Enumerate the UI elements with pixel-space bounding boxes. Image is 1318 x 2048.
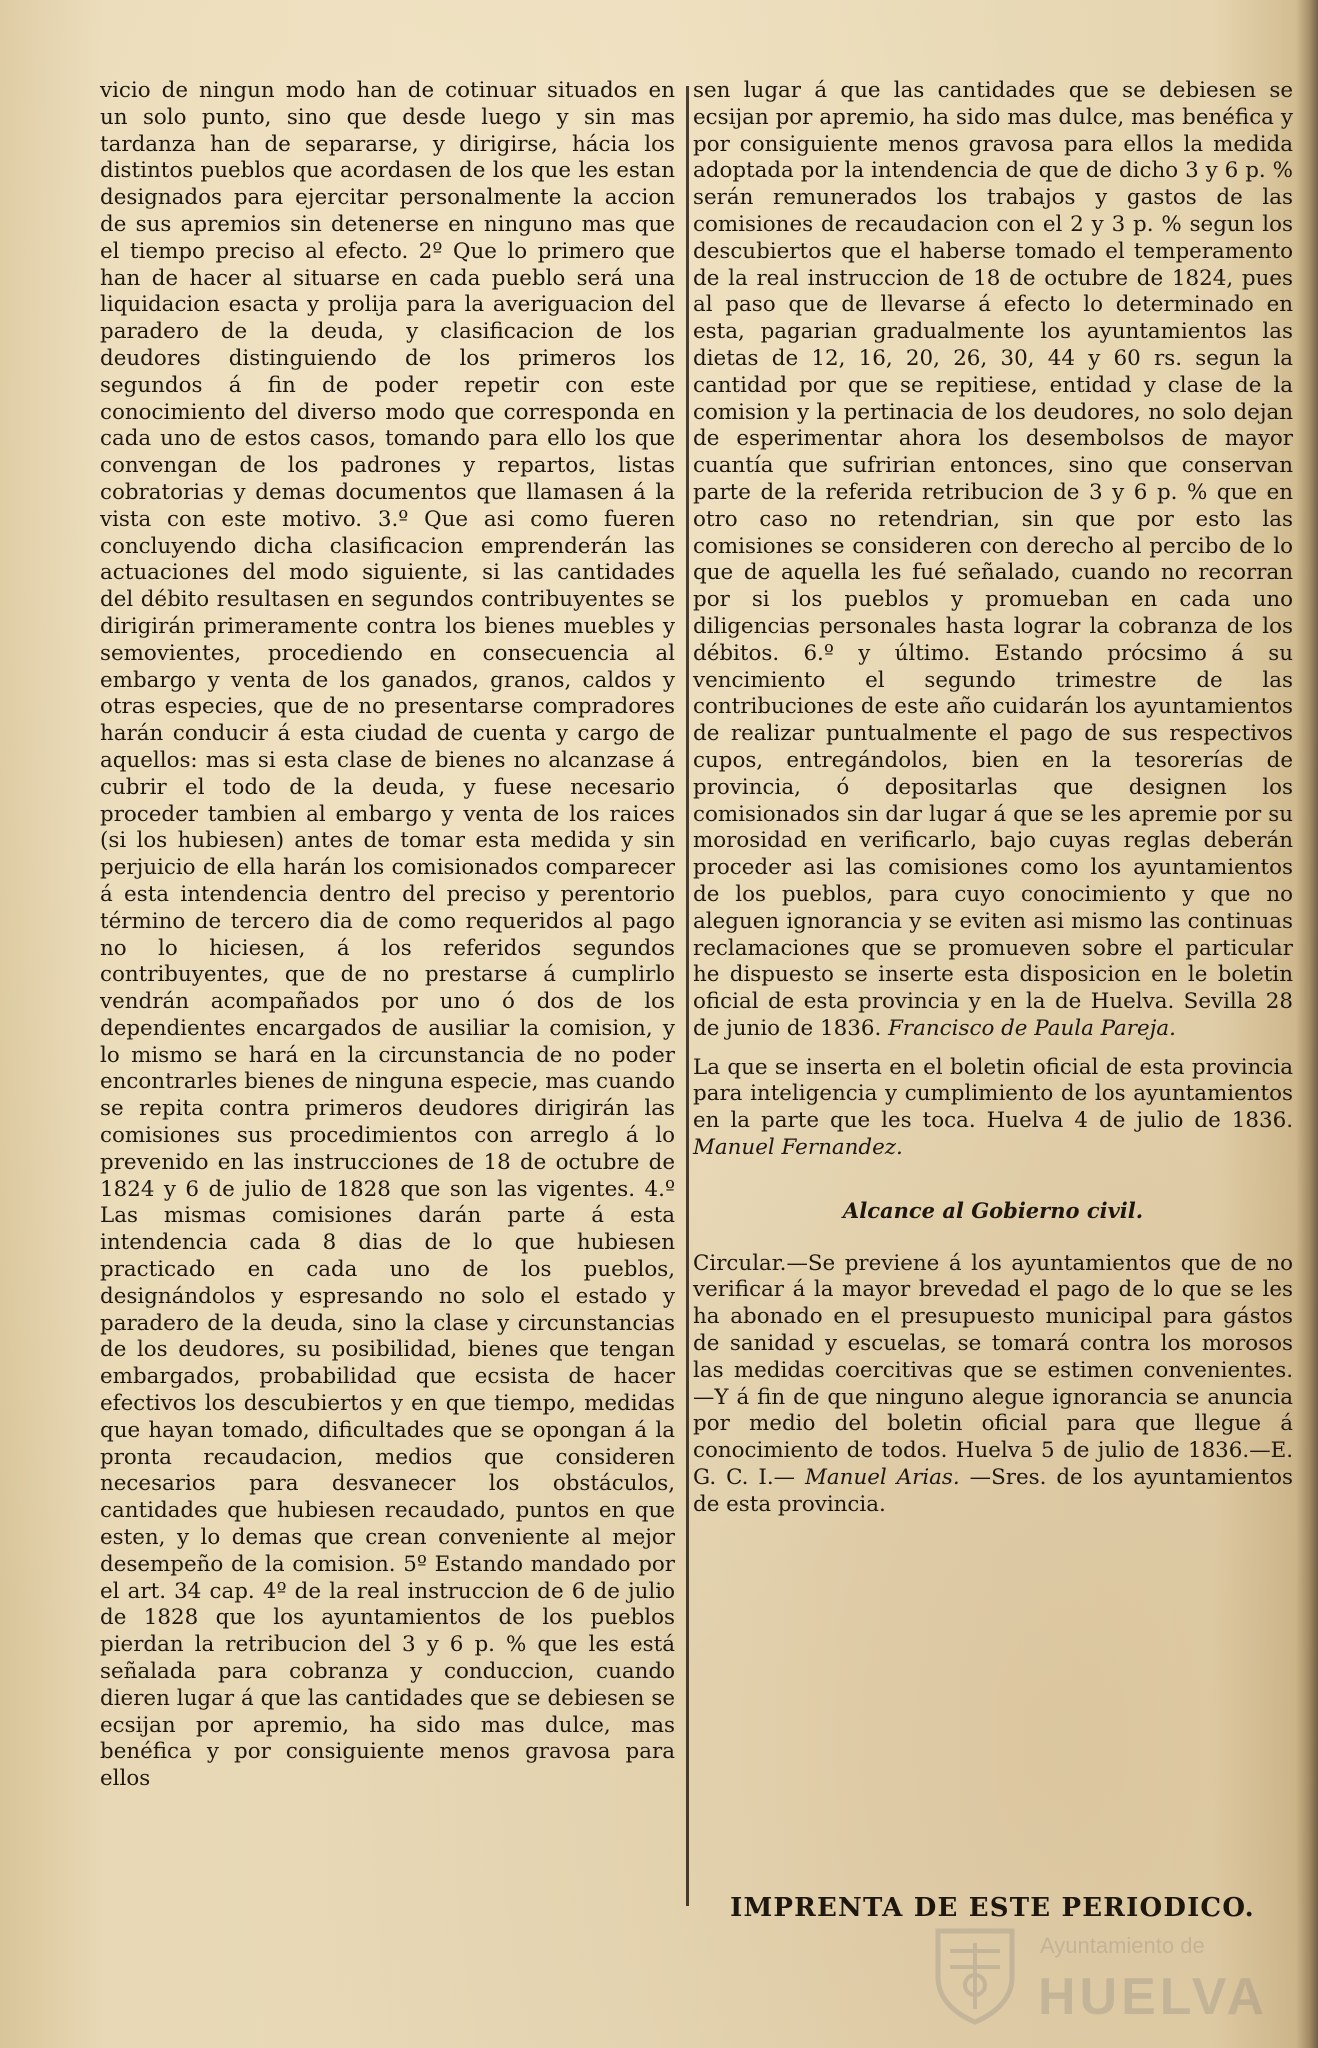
column-divider [686,86,689,1906]
insertion-note [693,1055,1293,1162]
circular-closing: —Sres. de los ayuntamientos de esta provincia. [693,1465,1293,1517]
left-column-text: vicio de ningun modo han de cotinuar situados en un solo punto, sino que desde luego y sin mas tardanza han de separarse, y dirigirse, hácia los distintos pueblos que acordasen de los que les estan designados para ejercitar personalmente la accion de sus apremios sin detenerse en ninguno mas que el tiempo preciso al efecto. 2º Que lo primero que han de hacer al situarse en cada pueblo será una liquidacion esacta y prolija para la averiguacion del paradero de la deuda, y clasificacion de los deudores distinguiendo de los primeros los segundos á fin de poder repetir con este conocimiento del diverso modo que corresponda en cada uno de estos casos, tomando para ello los que convengan de los padrones y repartos, listas cobratorias y demas documentos que llamasen á la vista con este motivo. 3.º Que asi como fueren concluyendo dicha clasificacion emprenderán las actuaciones del modo siguiente, si las cantidades del débito resultasen en segundos contribuyentes se dirigirán primeramente contra los bienes muebles y semovientes, procediendo en consecuencia al embargo y venta de los ganados, granos, caldos y otras especies, que de no presentarse compradores harán conducir á esta ciudad de cuenta y cargo de aquellos: mas si esta clase de bienes no alcanzase á cubrir el todo de la deuda, y fuese necesario proceder tambien al embargo y venta de los raices (si los hubiesen) antes de tomar esta medida y sin perjuicio de ella harán los comisionados comparecer á esta intendencia dentro del preciso y perentorio término de tercero dia de como requeridos al pago no lo hiciesen, á los referidos segundos contribuyentes, que de no prestarse á cumplirlo vendrán acompañados por uno ó dos de los dependientes encargados de ausiliar la comision, y lo mismo se hará en la circunstancia de no poder encontrarles bienes de ninguna especie, mas cuando se repita contra primeros deudores dirigirán las comisiones sus procedimientos con arreglo á lo prevenido en las instrucciones de 18 de octubre de 1824 y 6 de julio de 1828 que son las vigentes. 4.º Las mismas comisiones darán parte á esta intendencia cada 8 dias de lo que hubiesen practicado en cada uno de los pueblos, designándolos y espresando no solo el estado y paradero de la deuda, sino la clase y circunstancias de los deudores, su posibilidad, bienes que tengan embargados, probabilidad que ecsista de hacer efectivos los descubiertos y en que tiempo, medidas que hayan tomado, dificultades que se opongan á la pronta recaudacion, medios que consideren necesarios para desvanecer los obstáculos, cantidades que hubiesen recaudado, puntos en que esten, y lo demas que crean conveniente al mejor desempeño de la comision. 5º Estando mandado por el art. 34 cap. 4º de la real instruccion de 6 de julio de 1828 que los ayuntamientos de los pueblos pierdan la retribucion del 3 y 6 p. % que les está señalada para cobranza y conduccion, cuando dieren lugar á que las cantidades que se debiesen se ecsijan por apremio, ha sido mas dulce, mas benéfica y por consiguiente menos gravosa para ellos [100,78,675,1792]
decree-text: sen lugar á que las cantidades que se debiesen se ecsijan por apremio, ha sido mas dulce, mas benéfica y por consiguiente menos gravosa para ellos la medida adoptada por la intendencia de que de dicho 3 y 6 p. % serán remunerados los trabajos y gastos de las comisiones de recaudacion con el 2 y 3 p. % segun los descubiertos que el haberse tomado el temperamento de la real instruccion de 18 de octubre de 1824, pues al paso que de llevarse á efecto lo determinado en esta, pagarian gradualmente los ayuntamientos las dietas de 12, 16, 20, 26, 30, 44 y 60 rs. segun la cantidad por que se repitiese, entidad y clase de la comision y la pertinacia de los deudores, no solo dejan de esperimentar ahora los desembolsos de mayor cuantía que sufririan entonces, sino que conservan parte de la referida retribucion de 3 y 6 p. % que en otro caso no retendrian, sin que por esto las comisiones se consideren con derecho al percibo de lo que de aquella les fué señalado, cuando no recorran por si los pueblos y promueban en cada uno diligencias personales hasta lograr la cobranza de los débitos. 6.º y último. Estando prócsimo á su vencimiento el segundo trimestre de las contribuciones de este año cuidarán los ayuntamientos de realizar puntualmente el pago de sus respectivos cupos, entregándolos, bien en la tesorerías de provincia, ó depositarlas que designen los comisionados sin dar lugar á que se les apremie por su morosidad en verificarlo, bajo cuyas reglas deberán proceder asi las comisiones como los ayuntamientos de los pueblos, para cuyo conocimiento y que no aleguen ignorancia y se eviten asi mismo las continuas reclamaciones que se promueven sobre el particular he dispuesto se inserte esta disposicion en le boletin oficial de esta provincia y en la de Huelva. Sevilla 28 de junio de 1836. [693,78,1293,1041]
right-column-text [693,78,1293,1043]
circular-paragraph [693,1251,1293,1519]
municipal-watermark [930,1925,1270,2030]
shield-icon [930,1925,1020,2025]
insertion-text: La que se inserta en el boletin oficial de esta provincia para inteligencia y cumplimiento de los ayuntamientos en la parte que les toca. Huelva 4 de julio de 1836. [693,1054,1293,1134]
watermark-line1: Ayuntamiento de [1040,1933,1205,1958]
circular-text: Circular.—Se previene á los ayuntamientos que de no verificar á la mayor brevedad el pago de lo que se les ha abonado en el presupuesto municipal para gástos de sanidad y escuelas, se tomará contra los morosos las medidas coercitivas que se estimen convenientes.—Y á fin de que ninguno alegue ignorancia se anuncia por medio del boletin oficial para que llegue á conocimiento de todos. Huelva 5 de julio de 1836.—E. G. C. I.— [693,1250,1293,1491]
page-edge-shadow [1296,0,1318,2048]
watermark-line2: HUELVA [1038,1968,1269,2026]
insertion-signature: Manuel Fernandez. [693,1135,903,1161]
imprint-footer: IMPRENTA DE ESTE PERIODICO. [730,1893,1255,1923]
left-text-column [100,78,675,1793]
right-text-column [693,78,1293,1519]
circular-signature: Manuel Arias. [805,1465,960,1491]
alcance-heading: Alcance al Gobierno civil. [842,1197,1144,1223]
decree-signature: Francisco de Paula Pareja. [888,1015,1176,1041]
